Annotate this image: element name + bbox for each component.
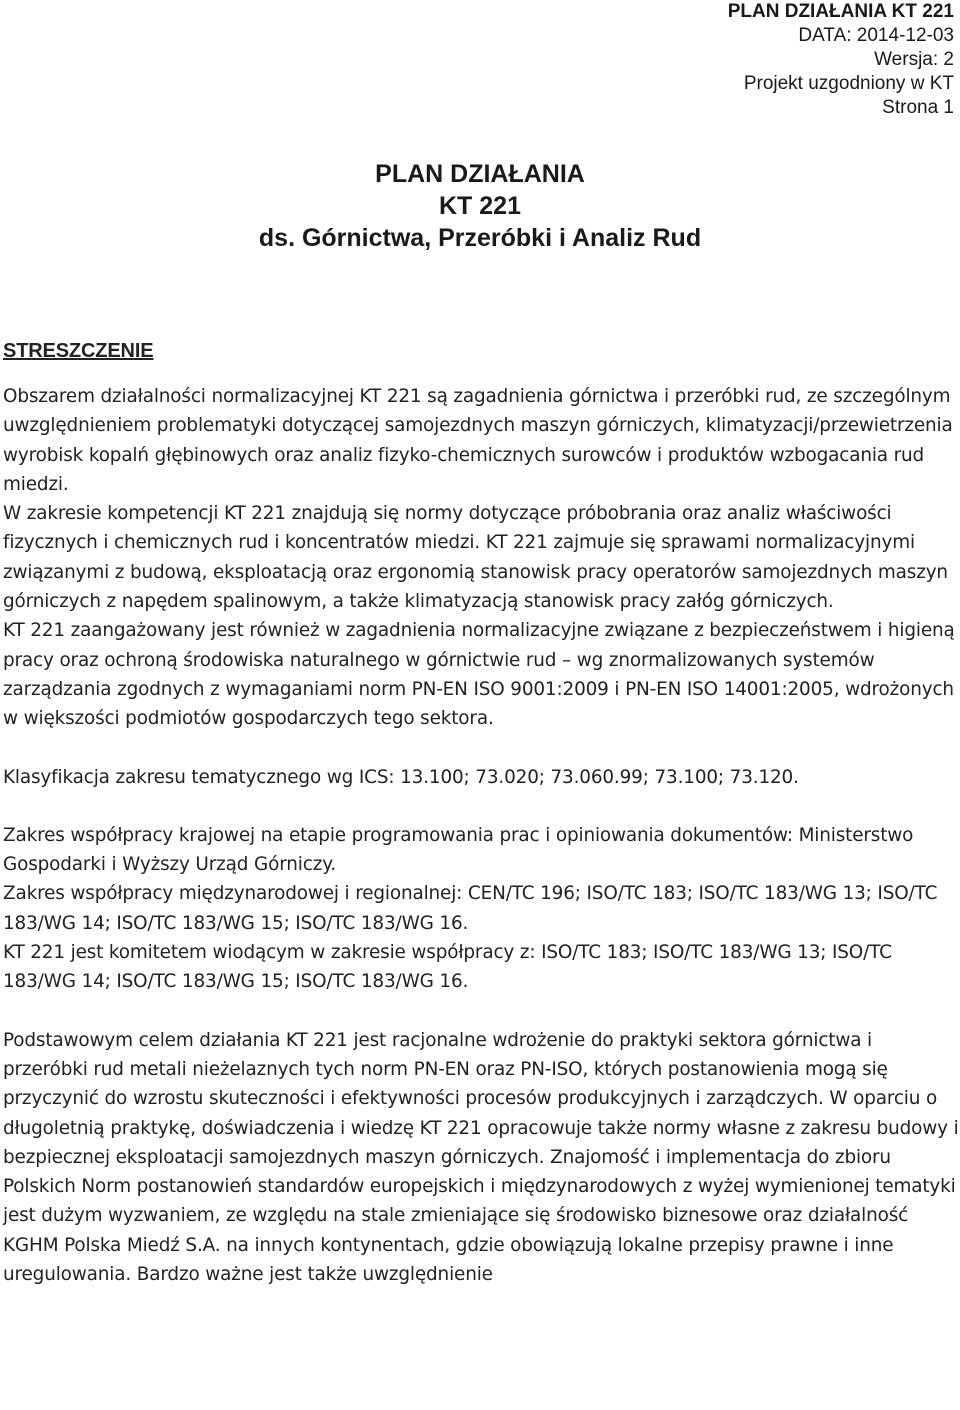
paragraph-leading-committee: KT 221 jest komitetem wiodącym w zakresie współpracy z: ISO/TC 183; ISO/TC 183/WG 13; ISO/TC 183/WG 14; ISO/TC 183/WG 15; ISO/TC 183/WG 16. [3, 942, 892, 993]
page-number: Strona 1 [882, 97, 954, 118]
spacer [3, 734, 959, 763]
plan-label: PLAN DZIAŁANIA KT 221 [727, 1, 954, 22]
title-line-1: PLAN DZIAŁANIA [375, 160, 585, 188]
paragraph-national-cooperation: Zakres współpracy krajowej na etapie programowania prac i opiniowania dokumentów: Ministerstwo Gospodarki i Wyższy Urząd Górniczy. [3, 824, 914, 876]
paragraph-main-goal: Podstawowym celem działania KT 221 jest racjonalne wdrożenie do praktyki sektora górnictwa i przeróbki rud metali nieżelaznych tych norm PN-EN oraz PN-ISO, których postanowienia mogą się przyczynić do wzrostu skuteczności i efektywności procesów produkcyjnych i zarządczych. W oparciu o długoletnią praktykę, doświadczenia i wiedzę KT 221 opracowuje także normy własne z zakresu budowy i bezpiecznej eksploatacji samojezdnych maszyn górniczych. Znajomość i implementacja do zbioru Polskich Norm postanowień standardów europejskich i międzynarodowych z wyżej wymienionej tematyki jest dużym wyzwaniem, ze względu na stale zmieniające się środowisko biznesowe oraz działalność KGHM Polska Miedź S.A. na innych kontynentach, gdzie obowiązują lokalne przepisy prawne i inne uregulowania. Bardzo ważne jest także uwzględnienie [3, 1029, 959, 1286]
document-date: DATA: 2014-12-03 [798, 25, 954, 46]
paragraph-engagement: KT 221 zaangażowany jest również w zagadnienia normalizacyjne związane z bezpieczeństwem i higieną pracy oraz ochroną środowiska naturalnego w górnictwie rud – wg znormalizowanych systemów zarządzania zgodnych z wymaganiami norm PN-EN ISO 9001:2009 i PN-EN ISO 14001:2005, wdrożonych w większości podmiotów gospodarczych tego sektora. [3, 620, 955, 730]
title-line-3: ds. Górnictwa, Przeróbki i Analiz Rud [258, 224, 702, 252]
document-title [0, 158, 960, 254]
paragraph-international-cooperation: Zakres współpracy międzynarodowej i regionalnej: CEN/TC 196; ISO/TC 183; ISO/TC 183/WG 13; ISO/TC 183/WG 14; ISO/TC 183/WG 15; ISO/TC 183/WG 16. [3, 883, 938, 934]
spacer [3, 792, 959, 821]
paragraph-scope: Obszarem działalności normalizacyjnej KT 221 są zagadnienia górnictwa i przeróbki rud, ze szczególnym uwzględnieniem problematyki dotyczącej samojezdnych maszyn górniczych, klimatyzacji/przewietrzenia wyrobisk kopalń głębinowych oraz analiz fizyko-chemicznych surowców i produktów wzbogacania rud miedzi. [3, 386, 953, 495]
document-version: Wersja: 2 [874, 49, 954, 70]
title-line-2: KT 221 [439, 192, 521, 220]
document-status: Projekt uzgodniony w KT [743, 73, 954, 94]
summary-section [3, 336, 959, 1289]
section-heading: STRESZCZENIE [3, 340, 154, 362]
document-header [728, 0, 954, 120]
spacer [3, 997, 959, 1026]
paragraph-ics: Klasyfikacja zakresu tematycznego wg ICS: 13.100; 73.020; 73.060.99; 73.100; 73.120. [3, 766, 799, 788]
paragraph-competence: W zakresie kompetencji KT 221 znajdują się normy dotyczące próbobrania oraz analiz właściwości fizycznych i chemicznych rud i koncentratów miedzi. KT 221 zajmuje się sprawami normalizacyjnymi związanymi z budową, eksploatacją oraz ergonomią stanowisk pracy operatorów samojezdnych maszyn górniczych z napędem spalinowym, a także klimatyzacją stanowisk pracy załóg górniczych. [3, 503, 948, 613]
